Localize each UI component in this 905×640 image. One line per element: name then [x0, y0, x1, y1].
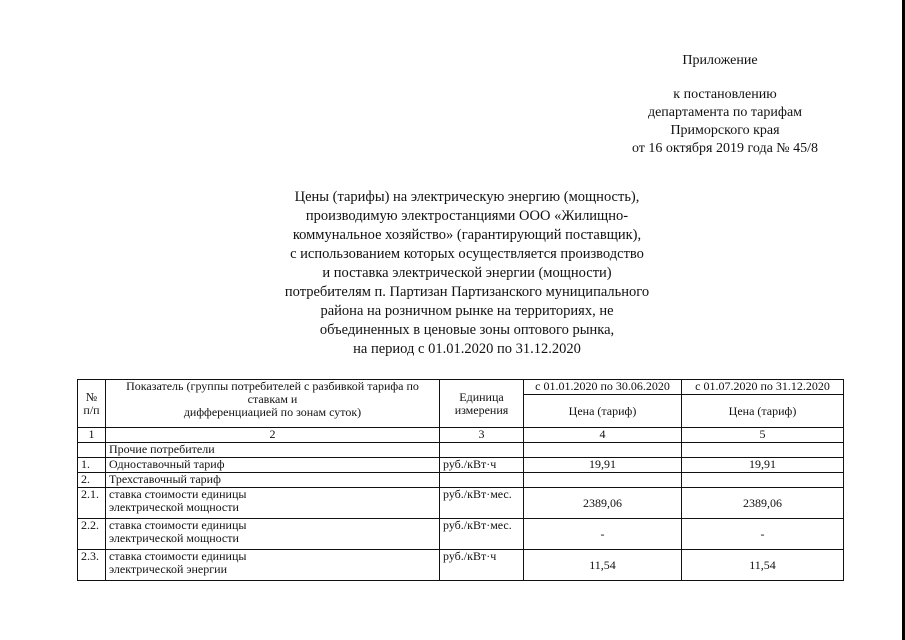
- decree-line: Приморского края: [670, 123, 780, 138]
- row-price-2: -: [682, 519, 844, 550]
- column-number-cell: 2: [106, 428, 440, 443]
- header-unit: Единица измерения: [440, 380, 524, 428]
- header-indicator-line: дифференциацией по зонам суток): [183, 405, 362, 419]
- header-period-2: с 01.07.2020 по 31.12.2020: [682, 380, 844, 395]
- table-row: [78, 519, 844, 550]
- row-indicator: Одноставочный тариф: [106, 458, 440, 473]
- heading-line: объединенных в ценовые зоны оптового рынка,: [319, 322, 615, 338]
- row-indicator: Прочие потребители: [106, 443, 440, 458]
- row-indicator: [106, 488, 440, 519]
- row-price-1: 19,91: [524, 458, 682, 473]
- heading-line: с использованием которых осуществляется производство: [290, 246, 644, 262]
- appendix-decree-reference: [610, 86, 840, 158]
- header-indicator-line: Показатель (группы потребителей с разбивкой тарифа по ставкам и: [126, 379, 419, 406]
- heading-line: производимую электростанциями ООО «Жилищно-: [305, 208, 629, 224]
- table-row: [78, 458, 844, 473]
- decree-line: департамента по тарифам: [647, 105, 803, 120]
- header-price-2: Цена (тариф): [682, 395, 844, 428]
- header-period-1: с 01.01.2020 по 30.06.2020: [524, 380, 682, 395]
- row-number: 2.1.: [78, 488, 106, 519]
- row-indicator-line: ставка стоимости единицы: [109, 518, 247, 532]
- row-price-2: 11,54: [682, 550, 844, 581]
- row-price-1: 2389,06: [524, 488, 682, 519]
- heading-line: и поставка электрической энергии (мощности): [322, 265, 612, 281]
- document-heading: [262, 188, 672, 359]
- heading-line: на период с 01.01.2020 по 31.12.2020: [353, 341, 581, 357]
- column-number-cell: 1: [78, 428, 106, 443]
- row-unit: руб./кВт·ч: [440, 458, 524, 473]
- row-number: 2.: [78, 473, 106, 488]
- row-unit: руб./кВт·мес.: [440, 519, 524, 550]
- header-number: № п/п: [78, 380, 106, 428]
- column-number-cell: 3: [440, 428, 524, 443]
- row-indicator-line: электрической энергии: [109, 562, 228, 576]
- table-row: [78, 473, 844, 488]
- row-number: 1.: [78, 458, 106, 473]
- row-price-1: [524, 473, 682, 488]
- column-number-cell: 4: [524, 428, 682, 443]
- tariff-table: [77, 379, 844, 581]
- heading-line: района на розничном рынке на территориях, не: [320, 303, 614, 319]
- row-number: [78, 443, 106, 458]
- heading-line: Цены (тарифы) на электрическую энергию (мощность),: [294, 189, 640, 205]
- heading-line: потребителям п. Партизан Партизанского муниципального: [284, 284, 650, 300]
- row-indicator-line: электрической мощности: [109, 500, 239, 514]
- row-number: 2.3.: [78, 550, 106, 581]
- row-unit: [440, 473, 524, 488]
- row-number: 2.2.: [78, 519, 106, 550]
- table-row: [78, 488, 844, 519]
- heading-line: коммунальное хозяйство» (гарантирующий поставщик),: [292, 227, 642, 243]
- row-price-1: -: [524, 519, 682, 550]
- appendix-title: Приложение: [682, 53, 758, 68]
- row-price-1: 11,54: [524, 550, 682, 581]
- row-indicator-line: электрической мощности: [109, 531, 239, 545]
- row-price-2: 19,91: [682, 458, 844, 473]
- decree-date-line: от 16 октября 2019 года № 45/8: [631, 141, 819, 156]
- row-price-1: [524, 443, 682, 458]
- row-indicator-line: ставка стоимости единицы: [109, 549, 247, 563]
- row-indicator: [106, 519, 440, 550]
- row-indicator: [106, 550, 440, 581]
- table-row: [78, 443, 844, 458]
- header-price-1: Цена (тариф): [524, 395, 682, 428]
- row-indicator-line: ставка стоимости единицы: [109, 487, 247, 501]
- row-unit: [440, 443, 524, 458]
- table-row: [78, 550, 844, 581]
- header-indicator: [106, 380, 440, 428]
- row-price-2: [682, 443, 844, 458]
- row-indicator: Трехставочный тариф: [106, 473, 440, 488]
- row-price-2: [682, 473, 844, 488]
- column-number-cell: 5: [682, 428, 844, 443]
- row-price-2: 2389,06: [682, 488, 844, 519]
- decree-line: к постановлению: [673, 87, 777, 102]
- row-unit: руб./кВт·мес.: [440, 488, 524, 519]
- row-unit: руб./кВт·ч: [440, 550, 524, 581]
